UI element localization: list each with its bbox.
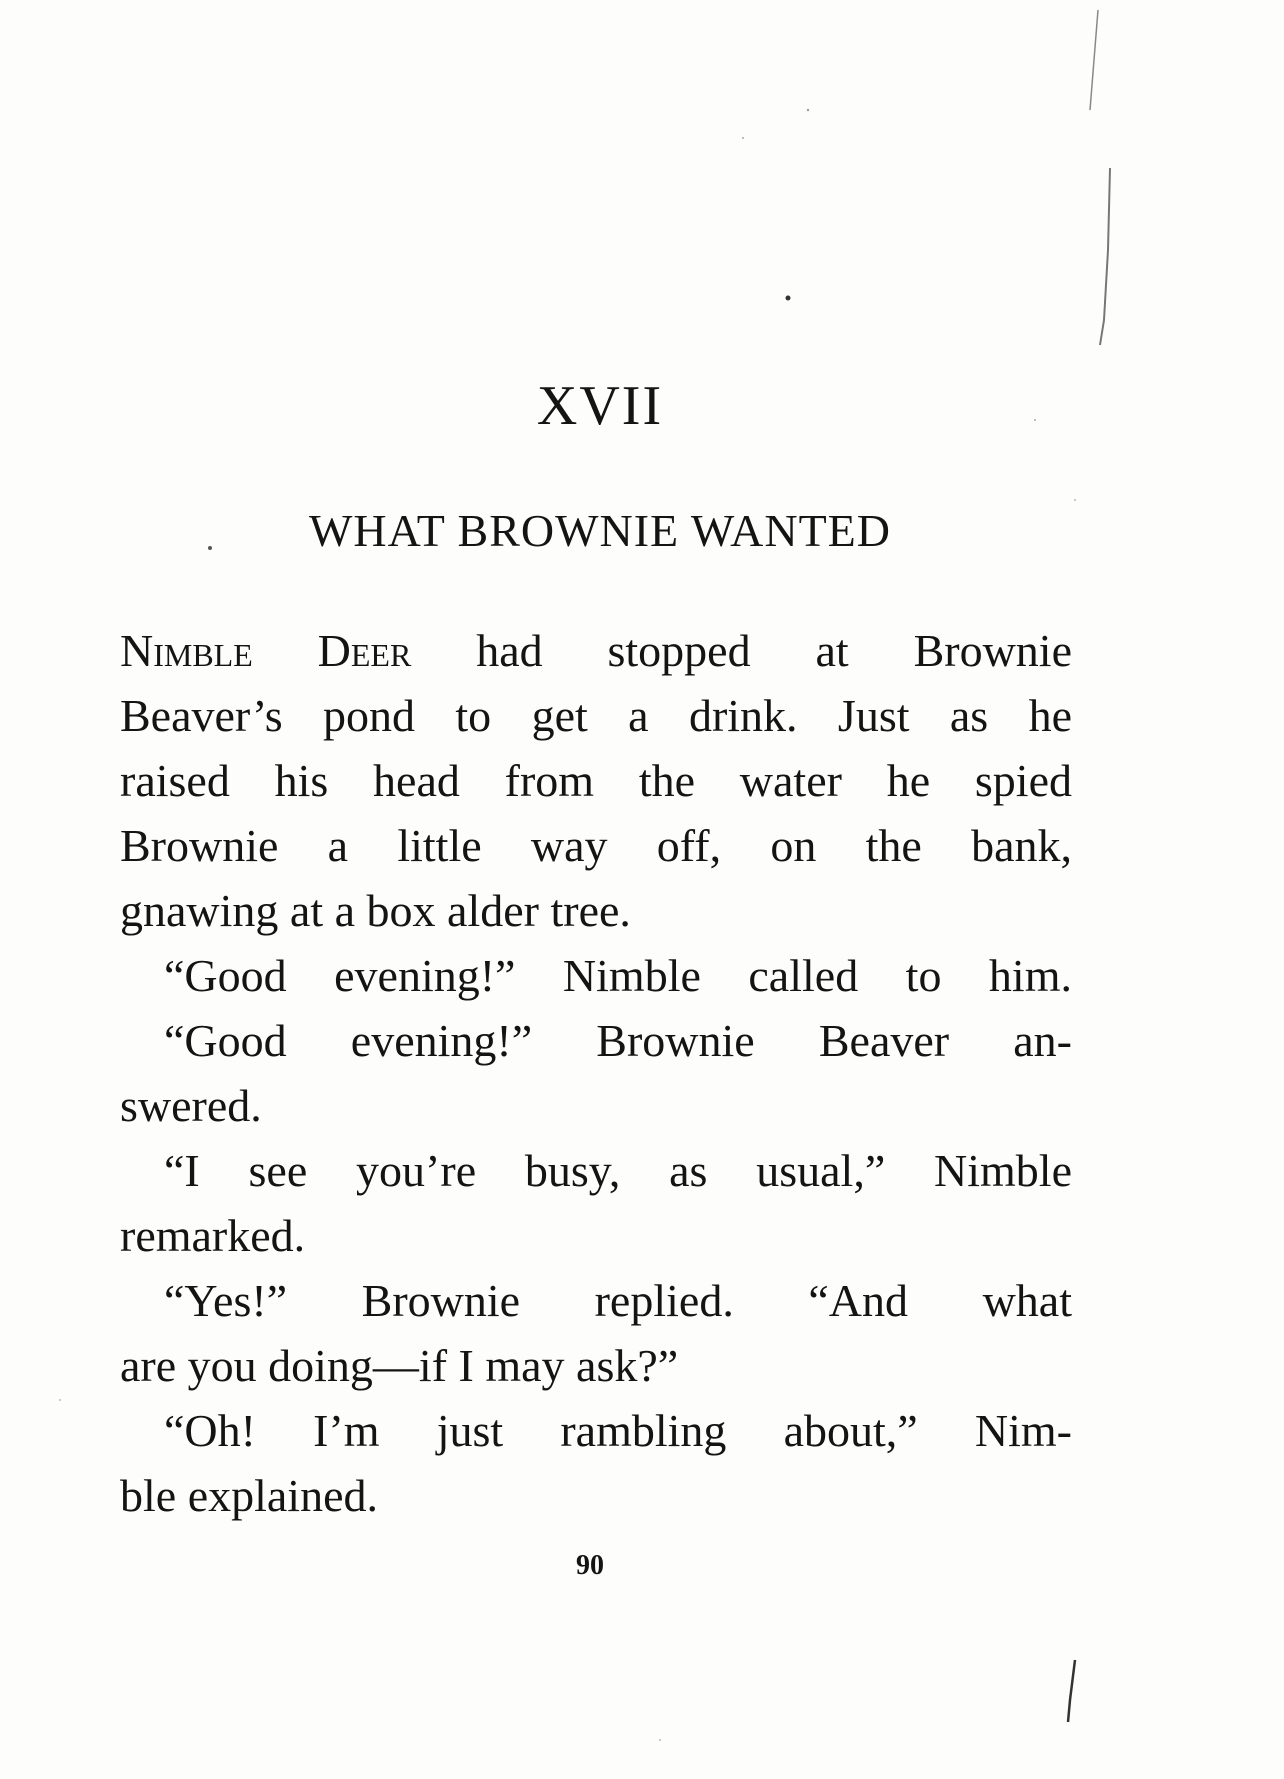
character-name-smallcaps: Nimble Deer (120, 625, 412, 676)
chapter-title: WHAT BROWNIE WANTED (308, 505, 891, 556)
text-line: “Oh! I’m just rambling about,” Nim- (164, 1405, 1072, 1456)
text-line: “Good evening!” Brownie Beaver an- (164, 1015, 1072, 1066)
chapter-body (120, 618, 1072, 1528)
text-line: ble explained. (120, 1470, 379, 1521)
text-line: raised his head from the water he spied (120, 755, 1072, 806)
text-line: “Yes!” Brownie replied. “And what (164, 1275, 1072, 1326)
text-line: gnawing at a box alder tree. (120, 885, 631, 936)
text-line: Beaver’s pond to get a drink. Just as he (120, 690, 1072, 741)
text-line: Nimble Deer had stopped at Brownie (120, 625, 1072, 676)
text-line: “I see you’re busy, as usual,” Nimble (164, 1145, 1072, 1196)
text-line: “Good evening!” Nimble called to him. (164, 950, 1072, 1001)
text-line: swered. (120, 1080, 262, 1131)
text-line: remarked. (120, 1210, 306, 1261)
text-line: are you doing—if I may ask?” (120, 1340, 679, 1391)
chapter-number: XVII (536, 375, 664, 437)
text-line: Brownie a little way off, on the bank, (120, 820, 1072, 871)
page-number: 90 (576, 1550, 604, 1581)
